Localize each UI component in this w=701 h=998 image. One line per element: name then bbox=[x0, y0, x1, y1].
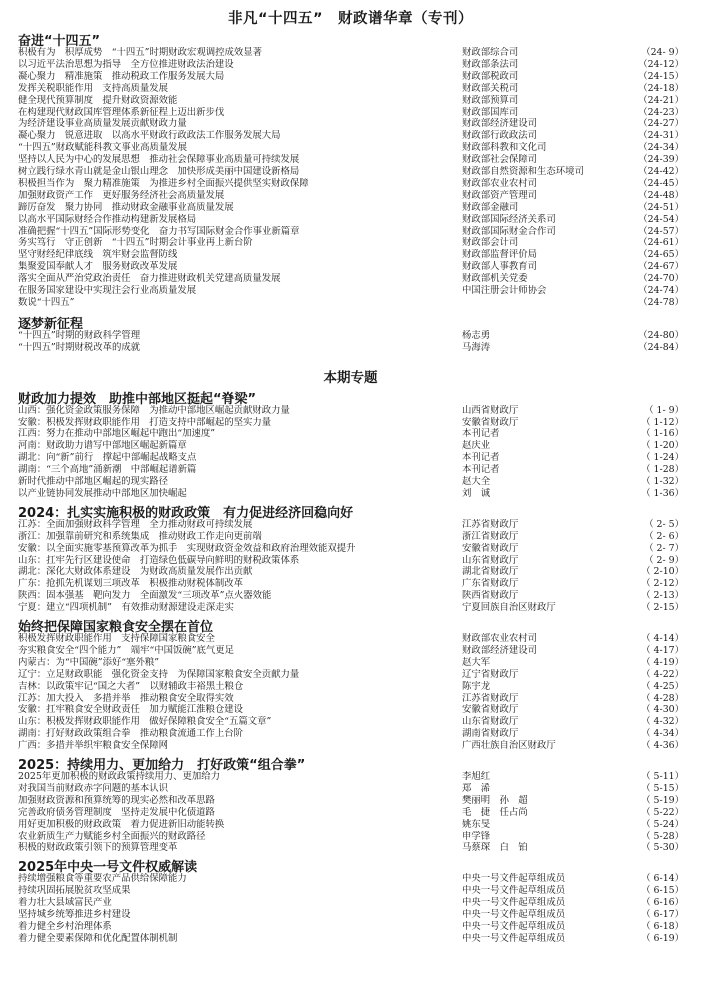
entry-title: 辽宁：立足财政职能 强化资金支持 为保障国家粮食安全贡献力量 bbox=[18, 668, 300, 680]
entry-author: 李旭红 bbox=[462, 771, 491, 782]
toc-entry[interactable] bbox=[18, 693, 684, 705]
entry-author: 安徽省财政厅 bbox=[462, 416, 519, 428]
toc-entry[interactable] bbox=[18, 681, 684, 693]
entry-title: 安徽：积极发挥财政职能作用 打造支持中部崛起的坚实力量 bbox=[18, 416, 272, 428]
entry-page: （24-65） bbox=[638, 249, 684, 261]
entry-page: （24-51） bbox=[638, 201, 684, 213]
entry-page: （24-39） bbox=[638, 154, 684, 166]
special-topic-heading: 本期专题 bbox=[323, 369, 378, 386]
entry-page: （ 5-24） bbox=[641, 818, 684, 830]
entry-author: 财政部科教和文化司 bbox=[462, 142, 547, 154]
entry-page: （ 2-10） bbox=[641, 566, 684, 578]
toc-entry[interactable] bbox=[18, 405, 684, 417]
entry-title: 吉林：以政策牢记“国之大者” 以财辅政丰裕黑土粮仓 bbox=[18, 680, 244, 692]
toc-entry[interactable] bbox=[18, 95, 684, 107]
entry-page: （ 4-19） bbox=[641, 656, 684, 668]
entry-page: （ 6-14） bbox=[641, 873, 684, 885]
entry-title: 山东：积极发挥财政职能作用 做好保障粮食安全“五篇文章” bbox=[18, 716, 272, 728]
entry-page: （ 4-28） bbox=[641, 692, 684, 704]
entry-author: 辽宁省财政厅 bbox=[462, 668, 519, 680]
entry-author: 浙江省财政厅 bbox=[462, 530, 519, 542]
entry-author: 中央一号文件起草组成员 bbox=[462, 920, 566, 932]
entry-author: 陈宇龙 bbox=[462, 680, 491, 692]
entry-page: （ 1-28） bbox=[641, 464, 684, 476]
entry-page: （ 4-14） bbox=[641, 633, 684, 644]
toc-entry[interactable] bbox=[18, 285, 684, 297]
toc-entry[interactable] bbox=[18, 566, 684, 578]
toc-entry[interactable] bbox=[18, 519, 684, 531]
entry-title: 夯实粮食安全“四个能力” 端牢“中国饭碗”底气更足 bbox=[18, 644, 235, 656]
entry-title: 树立践行绿水青山就是金山银山理念 加快形成美丽中国建设新格局 bbox=[18, 166, 300, 177]
toc-entry[interactable] bbox=[18, 578, 684, 590]
entry-title: 积极担当作为 聚力精准施策 为推进乡村全面振兴提供坚实财政保障 bbox=[18, 177, 309, 189]
entry-title: 完善政府债务管理制度 坚持走发展中化债道路 bbox=[18, 806, 215, 818]
toc-entry[interactable] bbox=[18, 602, 684, 614]
toc-entry[interactable] bbox=[18, 464, 684, 476]
entry-page: （24-70） bbox=[638, 273, 684, 285]
toc-entry[interactable] bbox=[18, 704, 684, 716]
entry-page: （24-23） bbox=[638, 106, 684, 118]
entry-author: 本刊记者 bbox=[462, 452, 500, 464]
entry-title: 凝心聚力 锐意进取 以高水平财政行政政法工作服务发展大局 bbox=[18, 130, 281, 142]
entry-title: 江苏：加大投入 多措并举 推动粮食安全取得实效 bbox=[18, 692, 234, 704]
entry-author: 中央一号文件起草组成员 bbox=[462, 897, 566, 909]
entry-title: 凝心聚力 精准施策 推动税政工作服务发展大局 bbox=[18, 70, 225, 82]
entry-author: 刘 诚 bbox=[462, 487, 491, 499]
entry-author: 财政部人事教育司 bbox=[462, 261, 538, 273]
entry-author: 中国注册会计师协会 bbox=[462, 285, 547, 296]
section-heading: 始终把保障国家粮食安全摆在首位 bbox=[18, 620, 214, 635]
toc-entry[interactable] bbox=[18, 909, 684, 921]
toc-entry[interactable] bbox=[18, 417, 684, 429]
toc-entry[interactable] bbox=[18, 166, 684, 178]
toc-entry[interactable] bbox=[18, 142, 684, 154]
entry-page: （24-15） bbox=[638, 70, 684, 82]
section-heading: 2025：持续用力、更加给力 打好政策“组合拳” bbox=[18, 758, 306, 773]
entry-author: 财政部机关党委 bbox=[462, 273, 528, 285]
entry-title: 用好更加积极的财政政策 着力促进新旧动能转换 bbox=[18, 818, 225, 830]
entry-page: （24-84） bbox=[638, 341, 684, 353]
entry-page: （ 2- 6） bbox=[644, 530, 684, 542]
entry-page: （ 1-12） bbox=[641, 416, 684, 428]
toc-entry[interactable] bbox=[18, 873, 684, 885]
entry-page: （ 6-15） bbox=[641, 885, 684, 897]
entry-author: 广东省财政厅 bbox=[462, 578, 519, 590]
section-heading: 逐梦新征程 bbox=[18, 316, 84, 332]
entry-page: （24-57） bbox=[638, 225, 684, 237]
entry-title: 以产业链协同发展推动中部地区加快崛起 bbox=[18, 487, 187, 499]
toc-entry[interactable] bbox=[18, 590, 684, 602]
entry-author: 财政部社会保障司 bbox=[462, 154, 538, 166]
entry-page: （ 2- 7） bbox=[644, 542, 684, 554]
entry-page: （ 5-19） bbox=[641, 794, 684, 806]
toc-entry[interactable] bbox=[18, 154, 684, 166]
entry-author: 山东省财政厅 bbox=[462, 716, 519, 728]
entry-author: 中央一号文件起草组成员 bbox=[462, 909, 566, 920]
entry-title: 山西：强化资金政策服务保障 为推动中部地区崛起贡献财政力量 bbox=[18, 404, 290, 416]
entry-title: 准确把握“十四五”国际形势变化 奋力书写国际财金合作事业新篇章 bbox=[18, 225, 300, 237]
entry-title: 积极有为 积厚成势 “十四五”时期财政宏观调控成效显著 bbox=[18, 47, 262, 58]
toc-entry[interactable] bbox=[18, 71, 684, 83]
entry-title: “十四五”时期财税改革的成就 bbox=[18, 341, 141, 353]
entry-page: （24-78） bbox=[638, 296, 684, 308]
entry-author: 山东省财政厅 bbox=[462, 554, 519, 566]
entry-page: （ 1- 9） bbox=[644, 404, 684, 416]
toc-entry[interactable] bbox=[18, 807, 684, 819]
section-heading: 2024：扎实实施积极的财政政策 有力促进经济回稳向好 bbox=[18, 505, 354, 521]
toc-entry[interactable] bbox=[18, 190, 684, 202]
toc-entry[interactable] bbox=[18, 740, 684, 752]
toc-entry[interactable] bbox=[18, 47, 684, 59]
entry-title: 在构建现代财政国库管理体系新征程上迈出新步伐 bbox=[18, 106, 225, 118]
toc-entry[interactable] bbox=[18, 819, 684, 831]
toc-entry[interactable] bbox=[18, 831, 684, 843]
entry-page: （ 6-16） bbox=[641, 897, 684, 909]
entry-page: （ 5-15） bbox=[641, 782, 684, 794]
entry-page: （ 1-24） bbox=[641, 452, 684, 464]
entry-title: 江苏：全面加强财政科学管理 全力推动财政可持续发展 bbox=[18, 518, 253, 530]
entry-page: （ 4-34） bbox=[641, 728, 684, 740]
entry-title: 坚持城乡统筹推进乡村建设 bbox=[18, 909, 131, 920]
toc-entry[interactable] bbox=[18, 440, 684, 452]
toc-entry[interactable] bbox=[18, 83, 684, 95]
toc-entry[interactable] bbox=[18, 543, 684, 555]
entry-author: 马蔡琛 白 铂 bbox=[462, 842, 528, 854]
entry-page: （ 1-36） bbox=[641, 487, 684, 499]
entry-page: （ 6-17） bbox=[641, 909, 684, 920]
toc-entry[interactable] bbox=[18, 669, 684, 681]
toc-entry[interactable] bbox=[18, 771, 684, 783]
section-heading: 2025年中央一号文件权威解读 bbox=[18, 860, 198, 876]
entry-author: 中央一号文件起草组成员 bbox=[462, 873, 566, 885]
entry-page: （24-61） bbox=[638, 237, 684, 249]
entry-page: （24-34） bbox=[638, 142, 684, 154]
entry-title: 持续巩固拓展脱贫攻坚成果 bbox=[18, 885, 131, 897]
page-title: 非凡“十四五” 财政谱华章（专刊） bbox=[227, 11, 474, 27]
entry-author: 安徽省财政厅 bbox=[462, 704, 519, 716]
entry-author: 山西省财政厅 bbox=[462, 404, 519, 416]
entry-author: 湖北省财政厅 bbox=[462, 566, 519, 578]
entry-title: “十四五”时期的财政科学管理 bbox=[18, 329, 141, 341]
entry-author: 本刊记者 bbox=[462, 464, 500, 476]
entry-page: （ 2-13） bbox=[641, 590, 684, 602]
entry-title: 着力健全乡村治理体系 bbox=[18, 920, 112, 932]
entry-title: 坚持以人民为中心的发展思想 推动社会保障事业高质量可持续发展 bbox=[18, 154, 300, 166]
entry-title: 湖北：深化大财政体系建设 为财政高质量发展作出贡献 bbox=[18, 566, 253, 578]
entry-author: 本刊记者 bbox=[462, 428, 500, 440]
entry-title: 持续增强粮食等重要农产品供给保障能力 bbox=[18, 873, 187, 885]
toc-entry[interactable] bbox=[18, 657, 684, 669]
toc-entry[interactable] bbox=[18, 897, 684, 909]
toc-entry[interactable] bbox=[18, 716, 684, 728]
entry-author: 财政部会计司 bbox=[462, 237, 519, 249]
toc-entry[interactable] bbox=[18, 645, 684, 657]
entry-author: 财政部监督评价局 bbox=[462, 249, 538, 261]
entry-page: （24-80） bbox=[638, 329, 684, 341]
entry-author: 财政部经济建设司 bbox=[462, 118, 538, 130]
entry-title: 农业新质生产力赋能乡村全面振兴的财政路径 bbox=[18, 830, 206, 842]
entry-title: 安徽：扛牢粮食安全财政责任 加力赋能江淮粮仓建设 bbox=[18, 704, 244, 716]
entry-page: （24-27） bbox=[638, 118, 684, 130]
entry-author: 赵庆业 bbox=[462, 440, 491, 452]
entry-author: 财政部农业农村司 bbox=[462, 633, 538, 644]
toc-entry[interactable] bbox=[18, 428, 684, 440]
entry-author: 财政部国库司 bbox=[462, 106, 519, 118]
toc-entry[interactable] bbox=[18, 921, 684, 933]
toc-entry[interactable] bbox=[18, 728, 684, 740]
entry-page: （ 5-30） bbox=[641, 842, 684, 854]
toc-entry[interactable] bbox=[18, 842, 684, 854]
entry-page: （24- 9） bbox=[641, 47, 684, 58]
entry-title: 积极的财政政策引领下的预算管理变革 bbox=[18, 842, 178, 854]
section-heading: 财政加力提效 助推中部地区挺起“脊梁” bbox=[18, 391, 257, 407]
entry-author: 湖南省财政厅 bbox=[462, 728, 519, 740]
toc-entry[interactable] bbox=[18, 933, 684, 945]
entry-page: （24-21） bbox=[638, 94, 684, 106]
toc-entry[interactable] bbox=[18, 261, 684, 273]
entry-author: 宁夏回族自治区财政厅 bbox=[462, 602, 556, 614]
entry-title: 陕西：固本强基 靶向发力 全面激发“三项改革”点火器效能 bbox=[18, 590, 272, 602]
toc-entry[interactable] bbox=[18, 452, 684, 464]
entry-author: 樊丽明 孙 超 bbox=[462, 794, 528, 806]
entry-title: 2025年更加积极的财政政策持续用力、更加给力 bbox=[18, 771, 220, 782]
entry-title: 河南：财政助力谱写中部地区崛起新篇章 bbox=[18, 440, 187, 452]
entry-author: 中央一号文件起草组成员 bbox=[462, 885, 566, 897]
entry-author: 财政部自然资源和生态环境司 bbox=[462, 166, 584, 177]
entry-title: 集聚爱国奉献人才 服务财政改革发展 bbox=[18, 261, 178, 273]
entry-title: 以高水平国际财经合作推动构建新发展格局 bbox=[18, 213, 197, 225]
entry-author: 郑 浠 bbox=[462, 782, 491, 794]
toc-entry[interactable] bbox=[18, 297, 684, 309]
entry-page: （24-74） bbox=[638, 285, 684, 296]
entry-title: 安徽：以全面实施零基预算改革为抓手 实现财政资金效益和政府治理效能双提升 bbox=[18, 542, 356, 554]
entry-page: （24-18） bbox=[638, 82, 684, 94]
entry-page: （ 5-22） bbox=[641, 806, 684, 818]
entry-author: 陕西省财政厅 bbox=[462, 590, 519, 602]
entry-page: （ 1-20） bbox=[641, 440, 684, 452]
entry-author: 财政部行政政法司 bbox=[462, 130, 538, 142]
toc-entry[interactable] bbox=[18, 249, 684, 261]
entry-author: 江苏省财政厅 bbox=[462, 692, 519, 704]
entry-page: （ 1-32） bbox=[641, 476, 684, 487]
entry-title: 落实全面从严治党政治责任 奋力推进财政机关党建高质量发展 bbox=[18, 273, 281, 285]
toc-entry[interactable] bbox=[18, 178, 684, 190]
entry-page: （ 6-18） bbox=[641, 920, 684, 932]
entry-author: 财政部农业农村司 bbox=[462, 177, 538, 189]
entry-author: 财政部预算司 bbox=[462, 94, 519, 106]
entry-title: 宁夏：建立“四项机制” 有效推动财源建设走深走实 bbox=[18, 602, 234, 614]
entry-title: “十四五”财政赋能科教文事业高质量发展 bbox=[18, 142, 187, 154]
entry-title: 务实笃行 守正创新 “十四五”时期会计事业再上新台阶 bbox=[18, 237, 253, 249]
entry-page: （ 4-36） bbox=[641, 740, 684, 752]
entry-author: 财政部国际财金合作司 bbox=[462, 225, 556, 237]
entry-author: 财政部经济建设司 bbox=[462, 644, 538, 656]
toc-entry[interactable] bbox=[18, 342, 684, 354]
entry-author: 杨志勇 bbox=[462, 329, 491, 341]
toc-entry[interactable] bbox=[18, 130, 684, 142]
toc-entry[interactable] bbox=[18, 330, 684, 342]
entry-title: 浙江：加强靠前研究和系统集成 推动财政工作走向更前端 bbox=[18, 530, 262, 542]
entry-title: 蹄厉奋发 聚力协同 推动财政金融事业高质量发展 bbox=[18, 201, 234, 213]
toc-entry[interactable] bbox=[18, 488, 684, 500]
entry-title: 对我国当前财政赤字问题的基本认识 bbox=[18, 782, 169, 794]
entry-page: （ 4-30） bbox=[641, 704, 684, 716]
entry-title: 加强财政资源和预算统筹的现实必然和改革思路 bbox=[18, 794, 215, 806]
entry-title: 加强财政资产工作 更好服务经济社会高质量发展 bbox=[18, 189, 225, 201]
toc-entry[interactable] bbox=[18, 107, 684, 119]
entry-title: 湖南：“三个高地”涌新潮 中部崛起谱新篇 bbox=[18, 464, 197, 476]
entry-page: （24-42） bbox=[638, 166, 684, 177]
entry-page: （ 2- 9） bbox=[644, 554, 684, 566]
toc-entry[interactable] bbox=[18, 476, 684, 488]
entry-author: 姚东旻 bbox=[462, 818, 491, 830]
toc-entry[interactable] bbox=[18, 555, 684, 567]
entry-page: （24-12） bbox=[638, 58, 684, 70]
entry-page: （24-31） bbox=[638, 130, 684, 142]
entry-author: 申学锋 bbox=[462, 830, 491, 842]
entry-title: 湖北：向“新”前行 撑起中部崛起战略支点 bbox=[18, 452, 197, 464]
entry-page: （ 1-16） bbox=[641, 428, 684, 440]
entry-page: （24-45） bbox=[638, 177, 684, 189]
entry-page: （ 4-22） bbox=[641, 668, 684, 680]
entry-page: （ 5-11） bbox=[641, 771, 684, 782]
entry-author: 广西壮族自治区财政厅 bbox=[462, 740, 556, 752]
toc-entry[interactable] bbox=[18, 214, 684, 226]
section-heading: 奋进“十四五” bbox=[18, 34, 101, 49]
entry-title: 坚守财经纪律底线 筑牢财会监督防线 bbox=[18, 249, 178, 261]
toc-entry[interactable] bbox=[18, 59, 684, 71]
entry-page: （24-67） bbox=[638, 261, 684, 273]
entry-title: 江西：努力在推动中部地区崛起中跑出“加速度” bbox=[18, 428, 216, 440]
toc-entry[interactable] bbox=[18, 226, 684, 238]
toc-entry[interactable] bbox=[18, 273, 684, 285]
entry-title: 湖南：打好财政政策组合拳 推动粮食流通工作上台阶 bbox=[18, 728, 244, 740]
entry-author: 财政部条法司 bbox=[462, 58, 519, 70]
entry-author: 马海涛 bbox=[462, 341, 491, 353]
entry-author: 安徽省财政厅 bbox=[462, 542, 519, 554]
entry-title: 发挥关税职能作用 支持高质量发展 bbox=[18, 82, 169, 94]
entry-page: （ 6-19） bbox=[641, 932, 684, 944]
entry-title: 山东：扛牢先行区建设使命 打造绿色低碳导向鲜明的财税政策体系 bbox=[18, 554, 300, 566]
toc-entry[interactable] bbox=[18, 633, 684, 645]
entry-title: 积极发挥财政职能作用 支持保障国家粮食安全 bbox=[18, 633, 215, 644]
entry-author: 财政部关税司 bbox=[462, 82, 519, 94]
entry-title: 广东：抢抓先机谋划三项改革 积极推动财税体制改革 bbox=[18, 578, 244, 590]
entry-title: 为经济建设事业高质量发展贡献财政力量 bbox=[18, 118, 187, 130]
entry-author: 赵大全 bbox=[462, 476, 491, 487]
entry-title: 着力壮大县域富民产业 bbox=[18, 897, 112, 909]
entry-page: （ 2- 5） bbox=[644, 518, 684, 530]
entry-author: 财政部国际经济关系司 bbox=[462, 213, 556, 225]
entry-page: （ 4-25） bbox=[641, 680, 684, 692]
entry-page: （ 4-32） bbox=[641, 716, 684, 728]
entry-title: 以习近平法治思想为指导 全方位推进财政法治建设 bbox=[18, 58, 234, 70]
toc-entry[interactable] bbox=[18, 118, 684, 130]
entry-title: 在服务国家建设中实现注会行业高质量发展 bbox=[18, 285, 197, 296]
entry-page: （ 2-15） bbox=[641, 602, 684, 614]
entry-author: 江苏省财政厅 bbox=[462, 518, 519, 530]
entry-page: （24-54） bbox=[638, 213, 684, 225]
entry-title: 着力健全要素保障和优化配置体制机制 bbox=[18, 932, 178, 944]
toc-entry[interactable] bbox=[18, 237, 684, 249]
entry-author: 毛 捷 任占尚 bbox=[462, 806, 528, 818]
entry-title: 健全现代预算制度 提升财政资源效能 bbox=[18, 94, 178, 106]
entry-author: 财政部资产管理司 bbox=[462, 189, 538, 201]
toc-entry[interactable] bbox=[18, 531, 684, 543]
entry-title: 内蒙古：为“中国碗”添好“塞外粮” bbox=[18, 656, 160, 668]
entry-title: 新时代推动中部地区崛起的现实路径 bbox=[18, 476, 169, 487]
entry-author: 赵大军 bbox=[462, 656, 491, 668]
entry-page: （ 4-17） bbox=[641, 644, 684, 656]
entry-page: （24-48） bbox=[638, 189, 684, 201]
entry-page: （ 5-28） bbox=[641, 830, 684, 842]
toc-entry[interactable] bbox=[18, 202, 684, 214]
entry-title: 广西：多措并举织牢粮食安全保障网 bbox=[18, 740, 169, 752]
toc-entry[interactable] bbox=[18, 783, 684, 795]
entry-author: 财政部税政司 bbox=[462, 70, 519, 82]
toc-entry[interactable] bbox=[18, 795, 684, 807]
entry-title: 数说“十四五” bbox=[18, 296, 75, 308]
entry-page: （ 2-12） bbox=[641, 578, 684, 590]
entry-author: 财政部综合司 bbox=[462, 47, 519, 58]
toc-entry[interactable] bbox=[18, 885, 684, 897]
entry-author: 财政部金融司 bbox=[462, 201, 519, 213]
entry-author: 中央一号文件起草组成员 bbox=[462, 932, 566, 944]
